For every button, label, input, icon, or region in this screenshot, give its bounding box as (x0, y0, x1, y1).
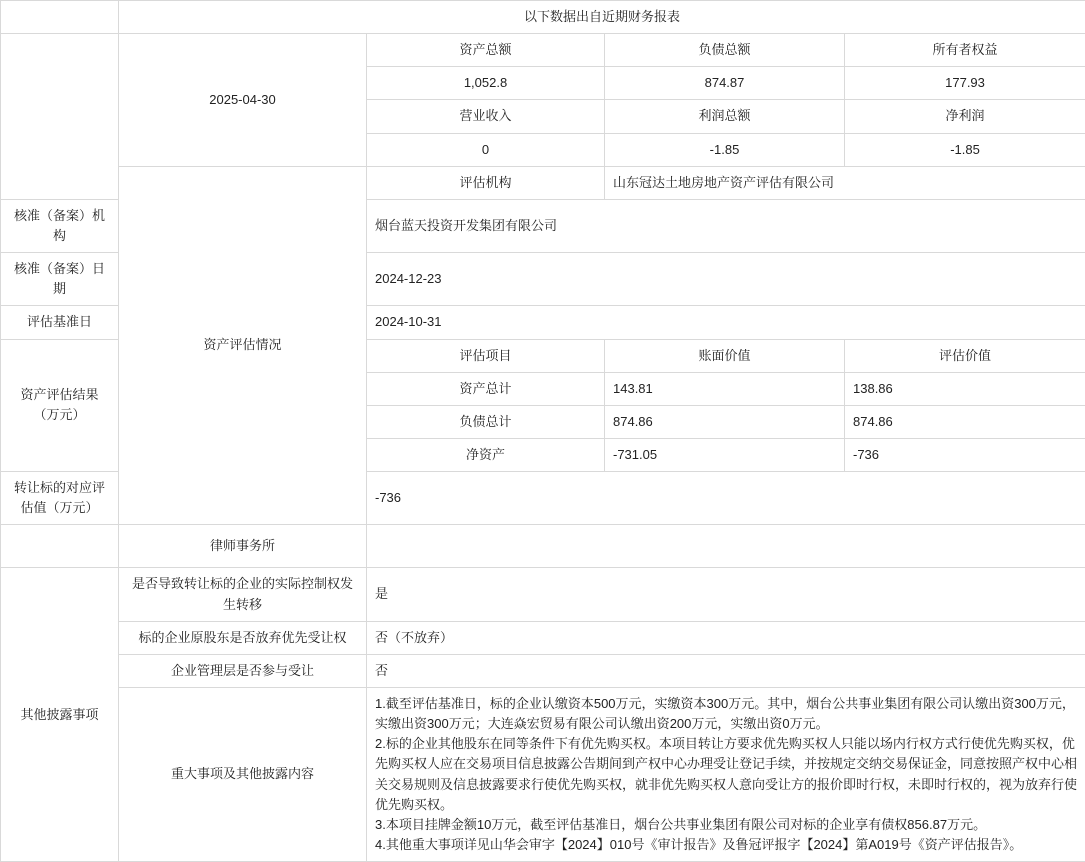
table-row (1, 621, 1085, 654)
financial-header-total-liabilities: 负债总额 (605, 34, 845, 67)
financial-value-net-profit: -1.85 (845, 133, 1085, 166)
disclosure-value-management-participation: 否 (367, 654, 1085, 687)
appraisal-result-appraised-total-liabilities: 874.86 (845, 405, 1085, 438)
major-paragraph: 2.标的企业其他股东在同等条件下有优先购买权。本项目转让方要求优先购买权人只能以场内行权方式行使优先购买权，优先购买权人应在交易项目信息披露公告期间到产权中心办理受让登记手续，并按规定交纳交易保证金，同意按照产权中心相关交易规则及信息披露要求行使优先购买权，就非优先购买权人意向受让方的报价即时行权，未即时行权的，视为放弃行使优先购买权。 (375, 734, 1077, 815)
disclosure-value-control-transfer: 是 (367, 568, 1085, 621)
appraisal-value-agency: 山东冠达土地房地产资产评估有限公司 (605, 166, 1085, 199)
table-row (1, 568, 1085, 621)
financial-left-spacer (1, 34, 119, 200)
appraisal-result-item-total-liabilities: 负债总计 (367, 405, 605, 438)
appraisal-label-base-date: 评估基准日 (1, 306, 119, 339)
banner-left-spacer (1, 1, 119, 34)
appraisal-result-appraised-total-assets: 138.86 (845, 372, 1085, 405)
disclosure-label-major-matters: 重大事项及其他披露内容 (119, 687, 367, 861)
appraisal-result-item-net-assets: 净资产 (367, 438, 605, 471)
major-paragraph: 4.其他重大事项详见山华会审字【2024】010号《审计报告》及鲁冠评报字【2024】第A019号《资产评估报告》。 (375, 835, 1077, 855)
financial-header-net-profit: 净利润 (845, 100, 1085, 133)
financial-header-total-assets: 资产总额 (367, 34, 605, 67)
appraisal-label-approval-org: 核准（备案）机构 (1, 199, 119, 252)
appraisal-result-header-book: 账面价值 (605, 339, 845, 372)
major-paragraph: 1.截至评估基准日，标的企业认缴资本500万元，实缴资本300万元。其中，烟台公共事业集团有限公司认缴出资300万元，实缴出资300万元；大连焱宏贸易有限公司认缴出资200万元，实缴出资0万元。 (375, 694, 1077, 734)
table-row (1, 1, 1085, 34)
disclosure-value-major-matters (367, 687, 1085, 861)
appraisal-label-law-firm: 律师事务所 (119, 525, 367, 568)
table-row (1, 525, 1085, 568)
disclosure-label-waive-preemptive: 标的企业原股东是否放弃优先受让权 (119, 621, 367, 654)
table-row (1, 687, 1085, 861)
table-row (1, 34, 1085, 67)
financial-header-revenue: 营业收入 (367, 100, 605, 133)
appraisal-value-approval-org: 烟台蓝天投资开发集团有限公司 (367, 199, 1085, 252)
section-disclosure-label: 其他披露事项 (1, 568, 119, 862)
financial-value-total-profit: -1.85 (605, 133, 845, 166)
major-paragraph: 3.本项目挂牌金额10万元，截至评估基准日，烟台公共事业集团有限公司对标的企业享有债权856.87万元。 (375, 815, 1077, 835)
appraisal-result-book-total-assets: 143.81 (605, 372, 845, 405)
appraisal-result-label: 资产评估结果（万元） (1, 339, 119, 472)
table-row (1, 654, 1085, 687)
appraisal-label-agency: 评估机构 (367, 166, 605, 199)
appraisal-left-spacer-law (1, 525, 119, 568)
appraisal-value-law-firm (367, 525, 1085, 568)
disclosure-value-waive-preemptive: 否（不放弃） (367, 621, 1085, 654)
appraisal-result-item-total-assets: 资产总计 (367, 372, 605, 405)
section-appraisal-label: 资产评估情况 (119, 166, 367, 525)
financial-value-revenue: 0 (367, 133, 605, 166)
appraisal-label-approval-date: 核准（备案）日期 (1, 253, 119, 306)
appraisal-result-header-item: 评估项目 (367, 339, 605, 372)
banner-text: 以下数据出自近期财务报表 (119, 1, 1085, 34)
appraisal-result-header-appraised: 评估价值 (845, 339, 1085, 372)
financial-header-owners-equity: 所有者权益 (845, 34, 1085, 67)
financial-value-total-assets: 1,052.8 (367, 67, 605, 100)
appraisal-value-approval-date: 2024-12-23 (367, 253, 1085, 306)
financial-header-total-profit: 利润总额 (605, 100, 845, 133)
financial-value-total-liabilities: 874.87 (605, 67, 845, 100)
appraisal-value-transfer-value: -736 (367, 472, 1085, 525)
financial-value-owners-equity: 177.93 (845, 67, 1085, 100)
appraisal-label-transfer-value: 转让标的对应评估值（万元） (1, 472, 119, 525)
table-row (1, 166, 1085, 199)
disclosure-label-management-participation: 企业管理层是否参与受让 (119, 654, 367, 687)
appraisal-result-book-net-assets: -731.05 (605, 438, 845, 471)
appraisal-result-book-total-liabilities: 874.86 (605, 405, 845, 438)
appraisal-value-base-date: 2024-10-31 (367, 306, 1085, 339)
disclosure-label-control-transfer: 是否导致转让标的企业的实际控制权发生转移 (119, 568, 367, 621)
financial-date: 2025-04-30 (119, 34, 367, 167)
appraisal-result-appraised-net-assets: -736 (845, 438, 1085, 471)
